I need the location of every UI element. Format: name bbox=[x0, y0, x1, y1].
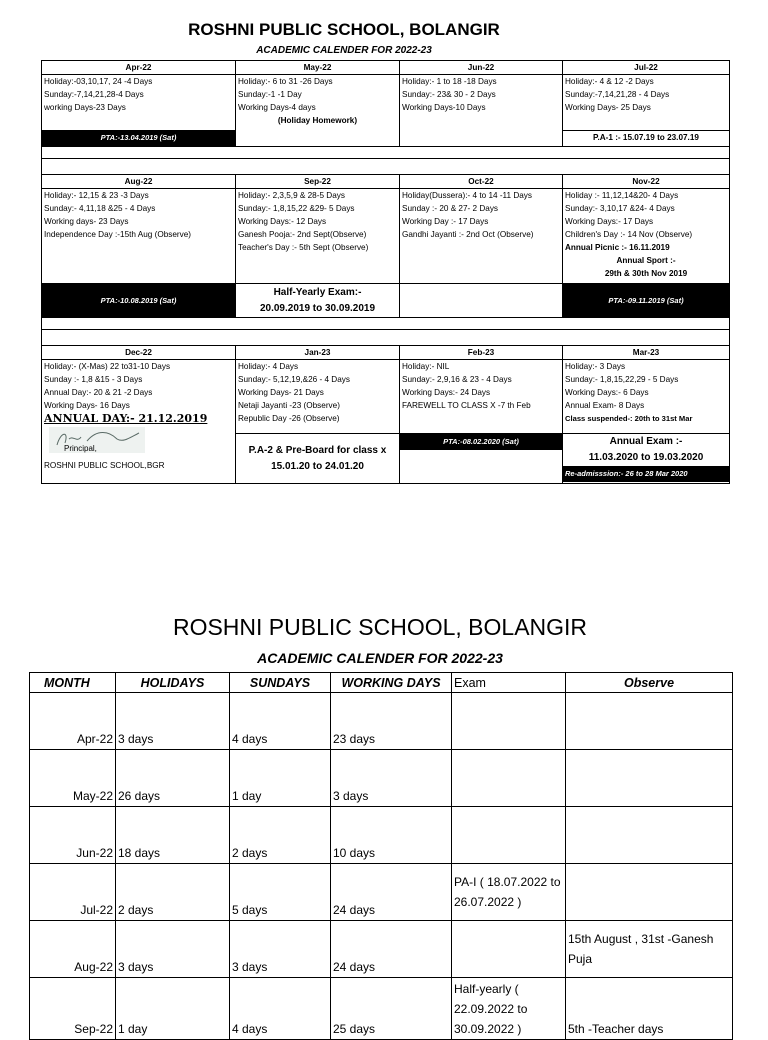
table-row bbox=[30, 750, 733, 807]
pa-exam-dates: P.A-1 :- 15.07.19 to 23.07.19 bbox=[563, 131, 730, 147]
pta-date: PTA:-08.02.2020 (Sat) bbox=[400, 434, 562, 450]
detail-line: Working Days:- 12 Days bbox=[238, 217, 327, 226]
detail-line: Working Days- 16 Days bbox=[44, 401, 130, 410]
exam-dates: 20.09.2019 to 30.09.2019 bbox=[259, 302, 376, 314]
month-header: Sep-22 bbox=[236, 175, 400, 189]
exam-label: Half-Yearly Exam:- bbox=[273, 286, 362, 298]
cell-holidays: 3 days bbox=[116, 693, 230, 750]
month-header: May-22 bbox=[236, 61, 400, 75]
principal-label: Principal, bbox=[64, 444, 97, 453]
detail-line: Holiday:- 6 to 31 -26 Days bbox=[238, 77, 333, 86]
month-details bbox=[563, 189, 730, 284]
table-row bbox=[30, 807, 733, 864]
month-details bbox=[236, 75, 400, 147]
pa2-preboard-exam bbox=[236, 434, 400, 484]
detail-line: Republic Day -26 (Observe) bbox=[238, 414, 340, 423]
annual-sport: Annual Sport :- bbox=[616, 256, 676, 265]
holiday-homework-note: (Holiday Homework) bbox=[277, 116, 358, 125]
cell-month: Apr-22 bbox=[30, 693, 116, 750]
detail-line: working Days-23 Days bbox=[44, 103, 126, 112]
cell-sundays: 1 day bbox=[230, 750, 331, 807]
month-header: Aug-22 bbox=[42, 175, 236, 189]
spacer bbox=[42, 330, 730, 346]
detail-line: Holiday:- NIL bbox=[402, 362, 450, 371]
detail-line: Sunday:- 1,8,15,22,29 - 5 Days bbox=[565, 375, 679, 384]
detail-line: Holiday:- 2,3,5,9 & 28-5 Days bbox=[238, 191, 345, 200]
col-header-holidays: HOLIDAYS bbox=[116, 673, 230, 693]
school-title-text: ROSHNI PUBLIC SCHOOL, BOLANGIR bbox=[172, 614, 588, 640]
cell-exam bbox=[452, 750, 566, 807]
cell-working-days: 24 days bbox=[331, 921, 452, 978]
empty-cell bbox=[400, 284, 563, 318]
cell-exam bbox=[452, 693, 566, 750]
detail-line: Working Days- 21 Days bbox=[238, 388, 324, 397]
monthly-calendar-grid bbox=[41, 60, 730, 484]
detail-line: Sunday:- 2,9,16 & 23 - 4 Days bbox=[402, 375, 512, 384]
detail-line: Working Days-10 Days bbox=[402, 103, 486, 112]
school-title bbox=[0, 614, 768, 641]
detail-line: Sunday:-1 -1 Day bbox=[238, 90, 302, 99]
detail-line: Sunday:- 4,11,18 &25 - 4 Days bbox=[44, 204, 156, 213]
detail-line: Gandhi Jayanti :- 2nd Oct (Observe) bbox=[402, 230, 534, 239]
cell-working-days: 23 days bbox=[331, 693, 452, 750]
month-header: Jan-23 bbox=[236, 346, 400, 360]
detail-line: Sunday:-7,14,21,28-4 Days bbox=[44, 90, 144, 99]
month-header: Jul-22 bbox=[563, 61, 730, 75]
class-suspended: Class suspended-: 20th to 31st Mar bbox=[565, 414, 693, 423]
cell-month: Sep-22 bbox=[30, 978, 116, 1040]
cell-holidays: 2 days bbox=[116, 864, 230, 921]
cell-month: Aug-22 bbox=[30, 921, 116, 978]
month-details bbox=[42, 360, 236, 484]
cell-holidays: 18 days bbox=[116, 807, 230, 864]
month-details bbox=[400, 189, 563, 284]
cell-observe bbox=[566, 693, 733, 750]
school-title: ROSHNI PUBLIC SCHOOL, BOLANGIR bbox=[188, 20, 500, 39]
pta-date: PTA:-13.04.2019 (Sat) bbox=[42, 131, 236, 147]
calendar-subtitle: ACADEMIC CALENDER FOR 2022-23 bbox=[256, 45, 432, 56]
detail-line: Holiday:-03,10,17, 24 -4 Days bbox=[44, 77, 153, 86]
detail-line: Holiday:- 4 Days bbox=[238, 362, 299, 371]
col-header-exam: Exam bbox=[452, 673, 566, 693]
cell-working-days: 25 days bbox=[331, 978, 452, 1040]
annual-day-date: ANNUAL DAY:- 21.12.2019 bbox=[44, 412, 208, 425]
detail-line: Holiday:- (X-Mas) 22 to31-10 Days bbox=[44, 362, 171, 371]
calendar-subtitle: ACADEMIC CALENDER FOR 2022-23 bbox=[257, 650, 503, 666]
cell-observe bbox=[566, 807, 733, 864]
detail-line: Independence Day :-15th Aug (Observe) bbox=[44, 230, 192, 239]
month-details bbox=[236, 189, 400, 284]
cell-month: May-22 bbox=[30, 750, 116, 807]
annual-exam-dates: 11.03.2020 to 19.03.2020 bbox=[588, 452, 704, 463]
school-name-footer: ROSHNI PUBLIC SCHOOL,BGR bbox=[44, 461, 165, 470]
cell-observe bbox=[566, 864, 733, 921]
cell-holidays: 1 day bbox=[116, 978, 230, 1040]
detail-line: Working Days-4 days bbox=[238, 103, 316, 112]
month-details bbox=[42, 75, 236, 131]
detail-line: Sunday:- 3,10,17 &24- 4 Days bbox=[565, 204, 675, 213]
pta-date: PTA:-10.08.2019 (Sat) bbox=[42, 284, 236, 318]
cell-sundays: 4 days bbox=[230, 978, 331, 1040]
col-header-observe: Observe bbox=[566, 673, 733, 693]
principal-signature-block bbox=[44, 425, 233, 459]
month-header: Feb-23 bbox=[400, 346, 563, 360]
detail-line: Sunday :- 1,8 &15 - 3 Days bbox=[44, 375, 143, 384]
cell-working-days: 24 days bbox=[331, 864, 452, 921]
detail-line: Netaji Jayanti -23 (Observe) bbox=[238, 401, 340, 410]
cell-exam bbox=[452, 807, 566, 864]
detail-line: Teacher's Day :- 5th Sept (Observe) bbox=[238, 243, 369, 252]
table-header-row bbox=[30, 673, 733, 693]
annual-sport-dates: 29th & 30th Nov 2019 bbox=[604, 269, 688, 278]
detail-line: Holiday:- 12,15 & 23 -3 Days bbox=[44, 191, 149, 200]
detail-line: Children's Day :- 14 Nov (Observe) bbox=[565, 230, 693, 239]
month-details bbox=[400, 360, 563, 434]
month-header: Dec-22 bbox=[42, 346, 236, 360]
month-header: Mar-23 bbox=[563, 346, 730, 360]
cell-exam bbox=[452, 921, 566, 978]
col-header-working-days: WORKING DAYS bbox=[331, 673, 452, 693]
cell-observe bbox=[566, 750, 733, 807]
exam-label: P.A-2 & Pre-Board for class x bbox=[248, 444, 387, 456]
month-header: Oct-22 bbox=[400, 175, 563, 189]
detail-line: Annual Exam- 8 Days bbox=[565, 401, 645, 410]
detail-line: Ganesh Pooja:- 2nd Sept(Observe) bbox=[238, 230, 367, 239]
detail-line: Working Days:- 24 Days bbox=[402, 388, 491, 397]
detail-line: Working Days- 25 Days bbox=[565, 103, 651, 112]
summary-table bbox=[29, 672, 733, 1040]
detail-line: Holiday:- 3 Days bbox=[565, 362, 626, 371]
cell-sundays: 2 days bbox=[230, 807, 331, 864]
detail-line: Working Days:- 17 Days bbox=[565, 217, 654, 226]
cell-working-days: 10 days bbox=[331, 807, 452, 864]
detail-line: Holiday:- 4 & 12 -2 Days bbox=[565, 77, 654, 86]
cell-observe: 5th -Teacher days bbox=[566, 978, 733, 1040]
table-row bbox=[30, 921, 733, 978]
annual-exam-label: Annual Exam :- bbox=[609, 436, 683, 447]
detail-line: Sunday :- 20 & 27- 2 Days bbox=[402, 204, 499, 213]
detail-line: Sunday:- 1,8,15,22 &29- 5 Days bbox=[238, 204, 355, 213]
cell-sundays: 4 days bbox=[230, 693, 331, 750]
month-header: Jun-22 bbox=[400, 61, 563, 75]
detail-line: Working Days:- 6 Days bbox=[565, 388, 649, 397]
cell-exam: PA-I ( 18.07.2022 to 26.07.2022 ) bbox=[452, 864, 566, 921]
table-row bbox=[30, 978, 733, 1040]
spacer bbox=[42, 318, 730, 330]
table-row bbox=[30, 864, 733, 921]
detail-line: Holiday(Dussera):- 4 to 14 -11 Days bbox=[402, 191, 532, 200]
table-row bbox=[30, 693, 733, 750]
detail-line: Working Day :- 17 Days bbox=[402, 217, 489, 226]
annual-exam-cell bbox=[563, 434, 730, 484]
readmission-dates: Re-admisssion:- 26 to 28 Mar 2020 bbox=[563, 466, 729, 482]
cell-exam: Half-yearly ( 22.09.2022 to 30.09.2022 ) bbox=[452, 978, 566, 1040]
month-details bbox=[400, 75, 563, 147]
month-details bbox=[236, 360, 400, 434]
annual-picnic: Annual Picnic :- 16.11.2019 bbox=[565, 243, 670, 252]
cell-sundays: 3 days bbox=[230, 921, 331, 978]
pta-cell bbox=[400, 434, 563, 484]
pta-date: PTA:-09.11.2019 (Sat) bbox=[563, 284, 730, 318]
month-details bbox=[42, 189, 236, 284]
cell-month: Jun-22 bbox=[30, 807, 116, 864]
spacer bbox=[42, 159, 730, 175]
detail-line: FAREWELL TO CLASS X -7 th Feb bbox=[402, 401, 531, 410]
cell-month: Jul-22 bbox=[30, 864, 116, 921]
detail-line: Holiday:- 1 to 18 -18 Days bbox=[402, 77, 497, 86]
month-details bbox=[563, 75, 730, 131]
spacer bbox=[42, 147, 730, 159]
cell-working-days: 3 days bbox=[331, 750, 452, 807]
detail-line: Sunday:- 5,12,19,&26 - 4 Days bbox=[238, 375, 350, 384]
exam-dates: 15.01.20 to 24.01.20 bbox=[271, 460, 364, 472]
month-header: Nov-22 bbox=[563, 175, 730, 189]
cell-observe: 15th August , 31st -Ganesh Puja bbox=[566, 921, 733, 978]
col-header-sundays: SUNDAYS bbox=[230, 673, 331, 693]
month-details bbox=[563, 360, 730, 434]
detail-line: Sunday:- 23& 30 - 2 Days bbox=[402, 90, 496, 99]
detail-line: Holiday :- 11,12,14&20- 4 Days bbox=[565, 191, 679, 200]
cell-holidays: 3 days bbox=[116, 921, 230, 978]
detail-line: Sunday:-7,14,21,28 - 4 Days bbox=[565, 90, 670, 99]
cell-sundays: 5 days bbox=[230, 864, 331, 921]
half-yearly-exam bbox=[236, 284, 400, 318]
col-header-month: MONTH bbox=[30, 673, 116, 693]
detail-line: Working days- 23 Days bbox=[44, 217, 129, 226]
detail-line: Annual Day:- 20 & 21 -2 Days bbox=[44, 388, 153, 397]
month-header: Apr-22 bbox=[42, 61, 236, 75]
cell-holidays: 26 days bbox=[116, 750, 230, 807]
